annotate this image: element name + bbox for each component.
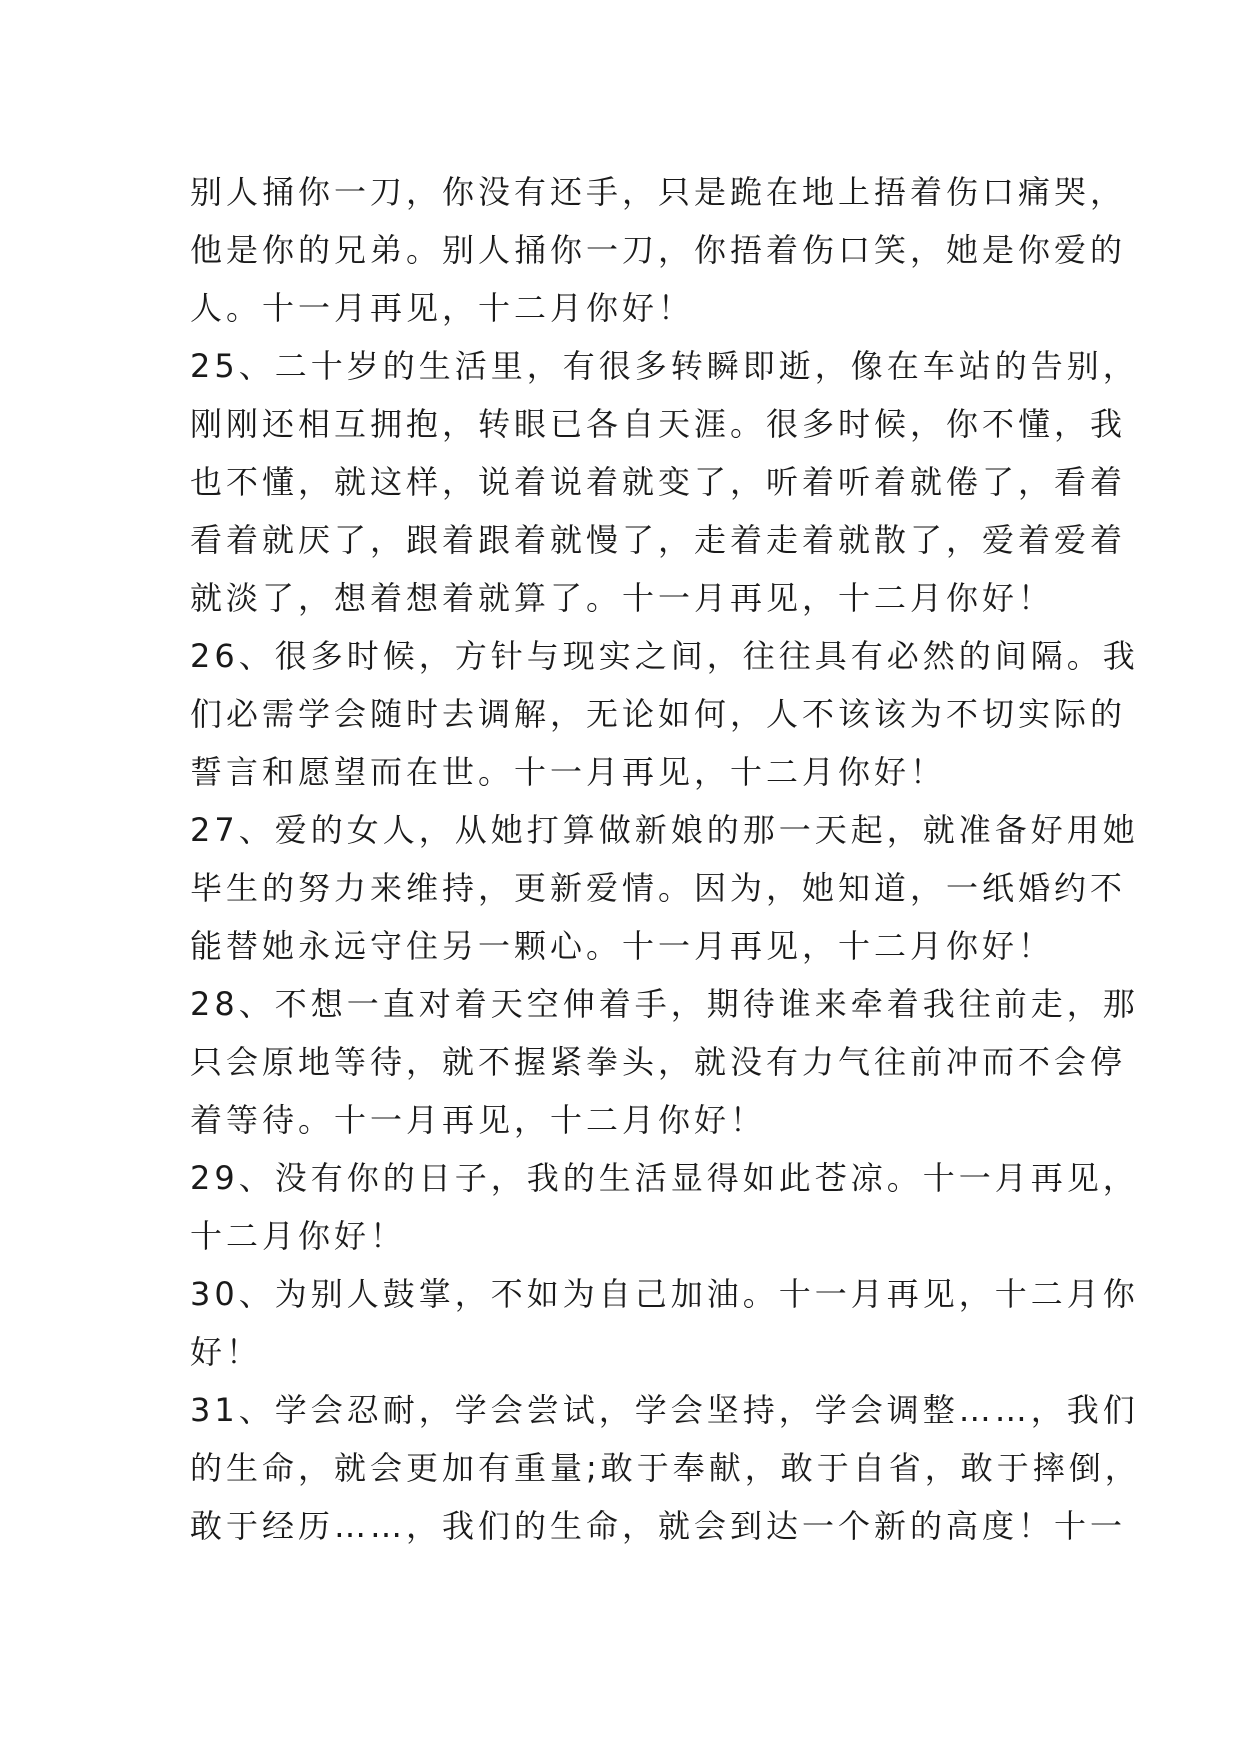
text-line: 十二月你好！ xyxy=(190,1217,407,1255)
text-line: 他是你的兄弟。别人捅你一刀，你捂着伤口笑，她是你爱的 xyxy=(190,231,1127,269)
text-line: 好！ xyxy=(190,1333,263,1371)
text-line: 刚刚还相互拥抱，转眼已各自天涯。很多时候，你不懂，我 xyxy=(190,405,1127,443)
text-line: 誓言和愿望而在世。十一月再见，十二月你好！ xyxy=(190,753,947,791)
text-line: 也不懂，就这样，说着说着就变了，听着听着就倦了，看着 xyxy=(190,463,1127,501)
document-body xyxy=(190,163,1141,1555)
text-line: 着等待。十一月再见，十二月你好！ xyxy=(190,1101,767,1139)
text-line: 就淡了，想着想着就算了。十一月再见，十二月你好！ xyxy=(190,579,1055,617)
text-line: 的生命，就会更加有重量;敢于奉献，敢于自省，敢于摔倒， xyxy=(190,1449,1141,1487)
text-line: 毕生的努力来维持，更新爱情。因为，她知道，一纸婚约不 xyxy=(190,869,1127,907)
text-line: 人。十一月再见，十二月你好！ xyxy=(190,289,695,327)
text-line: 29、没有你的日子，我的生活显得如此苍凉。十一月再见， xyxy=(190,1159,1139,1197)
text-line: 27、爱的女人，从她打算做新娘的那一天起，就准备好用她 xyxy=(190,811,1139,849)
text-line: 28、不想一直对着天空伸着手，期待谁来牵着我往前走，那 xyxy=(190,985,1139,1023)
text-line: 们必需学会随时去调解，无论如何，人不该该为不切实际的 xyxy=(190,695,1127,733)
text-line: 别人捅你一刀，你没有还手，只是跪在地上捂着伤口痛哭， xyxy=(190,173,1127,211)
text-line: 能替她永远守住另一颗心。十一月再见，十二月你好！ xyxy=(190,927,1055,965)
text-line: 看着就厌了，跟着跟着就慢了，走着走着就散了，爱着爱着 xyxy=(190,521,1127,559)
text-line: 30、为别人鼓掌，不如为自己加油。十一月再见，十二月你 xyxy=(190,1275,1139,1313)
text-line: 25、二十岁的生活里，有很多转瞬即逝，像在车站的告别， xyxy=(190,347,1139,385)
text-line: 31、学会忍耐，学会尝试，学会坚持，学会调整……，我们 xyxy=(190,1391,1139,1429)
text-line: 26、很多时候，方针与现实之间，往往具有必然的间隔。我 xyxy=(190,637,1139,675)
text-line: 敢于经历……，我们的生命，就会到达一个新的高度！十一 xyxy=(190,1507,1127,1545)
text-line: 只会原地等待，就不握紧拳头，就没有力气往前冲而不会停 xyxy=(190,1043,1127,1081)
